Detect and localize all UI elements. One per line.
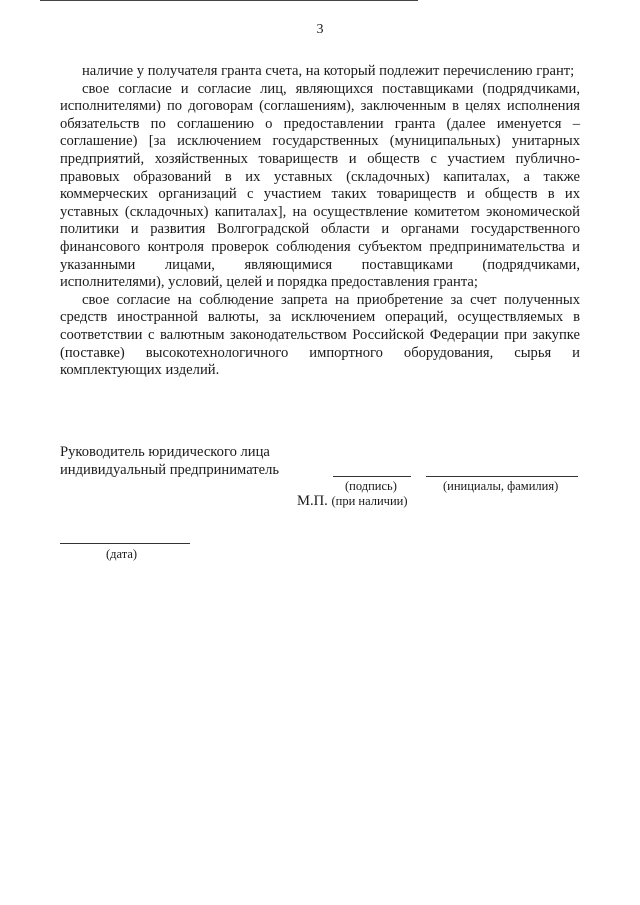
signature-line — [333, 476, 411, 477]
date-caption: (дата) — [106, 547, 138, 561]
date-line — [60, 543, 190, 544]
paragraph-consent-inspections: свое согласие и согласие лиц, являющихся поставщиками (подрядчиками, исполнителями) по договорам (соглашениям), заключенным в целях исполнения обязательств по соглашению о предоставлении гранта (далее именуется – соглашение) [за исключением государственных (муниципальных) унитарных предприятий, хозяйственных товариществ и обществ с участием публично-правовых образований в их уставных (складочных) капиталах, а также коммерческих организаций с участием таких товариществ и обществ в их уставных (складочных) капиталах], на осуществление комитетом экономической политики и развития Волгоградской области и органами государственного финансового контроля проверок соблюдения субъектом предпринимательства и указанными лицами, являющимися поставщиками (подрядчиками, исполнителями), условий, целей и порядка предоставления гранта; — [60, 80, 580, 291]
name-line — [426, 476, 578, 477]
paragraph-currency-ban: свое согласие на соблюдение запрета на приобретение за счет полученных средств иностранной валюты, за исключением операций, осуществляемых в соответствии с валютным законодательством Российской Федерации при закупке (поставке) высокотехнологичного импортного оборудования, сырья и комплектующих изделий. — [60, 291, 580, 379]
signatory-role-line-1: Руководитель юридического лица — [60, 444, 270, 460]
stamp-label: М.П. — [297, 493, 328, 509]
stamp-note: (при наличии) — [331, 494, 408, 508]
signatory-role-line-2: индивидуальный предприниматель — [60, 462, 280, 478]
document-body — [60, 63, 580, 380]
paragraph-account: наличие у получателя гранта счета, на который подлежит перечислению грант; — [82, 63, 575, 79]
page-number: 3 — [316, 22, 324, 37]
signature-caption: (подпись) — [345, 479, 397, 493]
signatory-role — [60, 443, 279, 479]
stamp-place — [297, 493, 408, 510]
name-caption: (инициалы, фамилия) — [443, 479, 559, 493]
top-rule — [40, 0, 418, 1]
